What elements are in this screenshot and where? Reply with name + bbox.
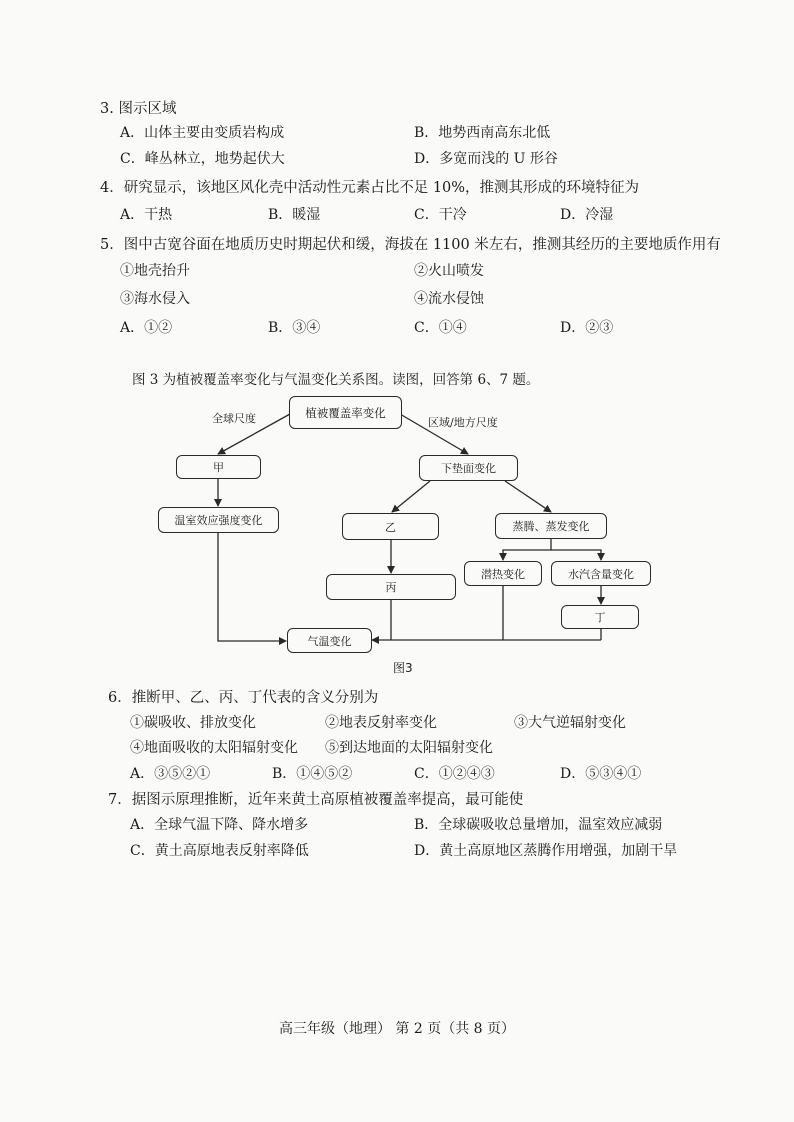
label-global-scale: 全球尺度 — [212, 412, 256, 425]
q3-option-c: C．峰丛林立，地势起伏大 — [120, 151, 285, 167]
q5-item-3: ③海水侵入 — [120, 291, 190, 307]
q4-option-b: B．暖湿 — [268, 207, 321, 223]
box-vegetation-cover-change: 植被覆盖率变化 — [289, 396, 402, 429]
figure-caption: 图3 — [393, 661, 413, 675]
box-jia: 甲 — [176, 455, 261, 479]
question-6-stem: 6．推断甲、乙、丙、丁代表的含义分别为 — [108, 690, 379, 706]
q5-option-c: C．①④ — [414, 320, 467, 336]
label-regional-scale: 区域/地方尺度 — [428, 416, 498, 429]
q6-item-4: ④地面吸收的太阳辐射变化 — [130, 740, 298, 756]
box-ding: 丁 — [561, 605, 639, 629]
q5-item-2: ②火山喷发 — [414, 263, 484, 279]
q6-option-d: D．⑤③④① — [560, 766, 642, 782]
q6-option-c: C．①②④③ — [414, 766, 495, 782]
q5-option-d: D．②③ — [560, 320, 614, 336]
question-5-stem: 5．图中古宽谷面在地质历史时期起伏和缓，海拔在 1100 米左右，推测其经历的主要地质作用有 — [100, 237, 721, 253]
q6-item-2: ②地表反射率变化 — [325, 715, 437, 731]
q3-option-a: A．山体主要由变质岩构成 — [120, 125, 285, 141]
q4-option-d: D．冷湿 — [560, 207, 614, 223]
box-greenhouse-effect: 温室效应强度变化 — [158, 507, 279, 533]
q4-option-a: A．干热 — [120, 207, 173, 223]
question-7-stem: 7．据图示原理推断，近年来黄土高原植被覆盖率提高，最可能使 — [108, 792, 524, 808]
q5-item-4: ④流水侵蚀 — [414, 291, 484, 307]
box-evapotranspiration: 蒸腾、蒸发变化 — [495, 513, 607, 539]
q6-option-b: B．①④⑤② — [272, 766, 353, 782]
q7-option-d: D．黄土高原地区蒸腾作用增强，加剧干旱 — [414, 843, 678, 859]
q3-option-d: D．多宽而浅的 U 形谷 — [414, 151, 558, 167]
q6-option-a: A．③⑤②① — [130, 766, 211, 782]
box-bing: 丙 — [326, 574, 456, 600]
box-water-vapor: 水汽含量变化 — [551, 561, 651, 586]
q7-option-b: B．全球碳吸收总量增加，温室效应减弱 — [414, 817, 663, 833]
q5-option-a: A．①② — [120, 320, 173, 336]
q4-option-c: C．干冷 — [414, 207, 467, 223]
question-4-stem: 4．研究显示，该地区风化壳中活动性元素占比不足 10%，推测其形成的环境特征为 — [100, 180, 640, 196]
q5-option-b: B．③④ — [268, 320, 321, 336]
q5-item-1: ①地壳抬升 — [120, 263, 190, 279]
question-3-stem: 3. 图示区域 — [100, 101, 177, 117]
page-footer: 高三年级（地理） 第 2 页（共 8 页） — [278, 1021, 516, 1037]
q3-option-b: B．地势西南高东北低 — [414, 125, 551, 141]
q6-item-1: ①碳吸收、排放变化 — [130, 715, 256, 731]
q6-item-5: ⑤到达地面的太阳辐射变化 — [325, 740, 493, 756]
q6-item-3: ③大气逆辐射变化 — [514, 715, 626, 731]
box-underlying-surface: 下垫面变化 — [419, 455, 518, 481]
q7-option-c: C．黄土高原地表反射率降低 — [130, 843, 309, 859]
figure-intro: 图 3 为植被覆盖率变化与气温变化关系图。读图，回答第 6、7 题。 — [132, 372, 540, 388]
box-latent-heat: 潜热变化 — [464, 561, 542, 586]
box-temperature-change: 气温变化 — [287, 628, 372, 653]
box-yi: 乙 — [342, 513, 439, 540]
q7-option-a: A．全球气温下降、降水增多 — [130, 817, 309, 833]
